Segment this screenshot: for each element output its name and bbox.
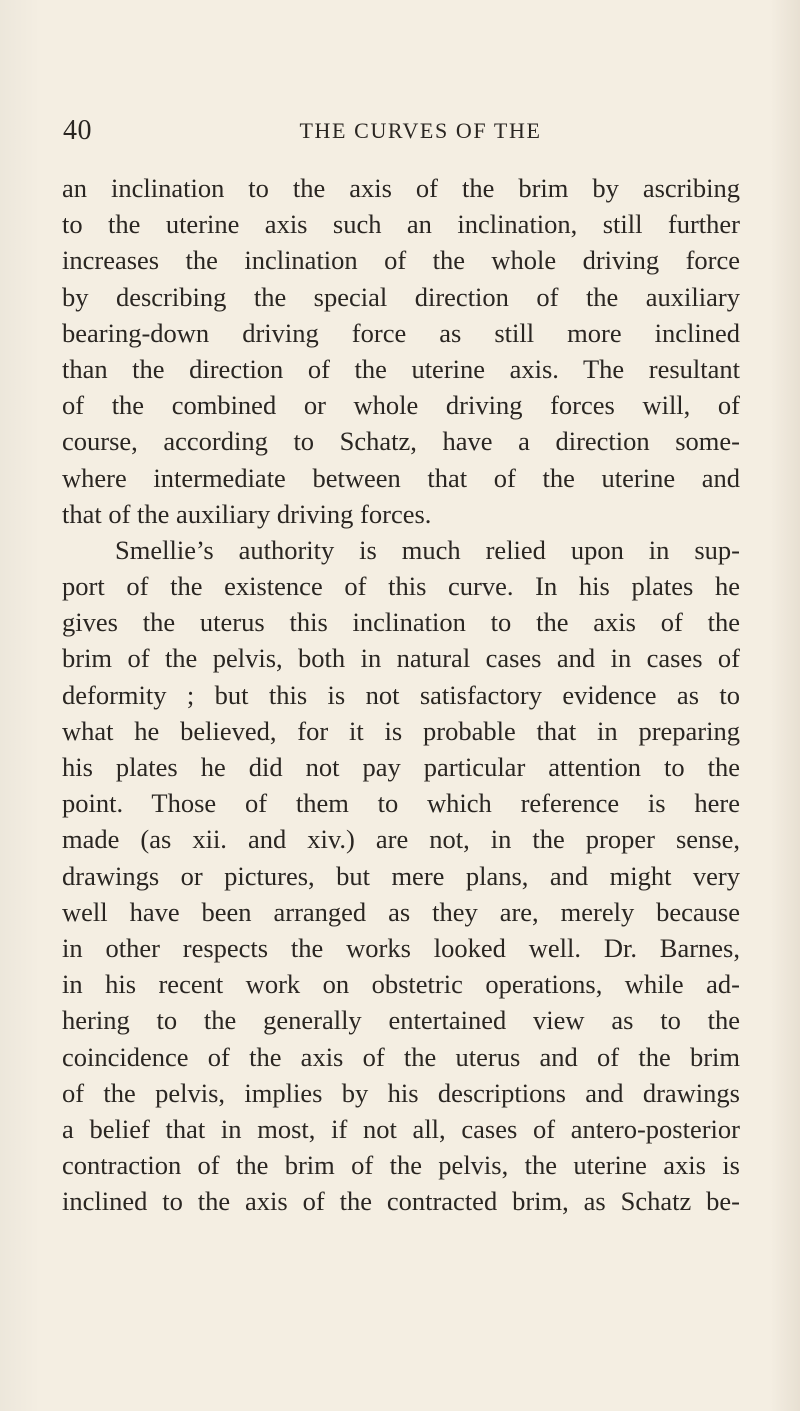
text-line: in other respects the works looked well. Dr. Barnes, (62, 932, 740, 963)
text-line: what he believed, for it is probable that in preparing (62, 715, 740, 746)
text-line: course, according to Schatz, have a direction some- (62, 426, 740, 457)
text-line: bearing-down driving force as still more inclined (62, 317, 740, 348)
running-head: THE CURVES OF THE (299, 118, 542, 143)
text-line: by describing the special direction of the auxiliary (62, 281, 740, 312)
text-line: that of the auxiliary driving forces. (62, 498, 432, 529)
text-line: coincidence of the axis of the uterus and of the brim (62, 1041, 740, 1072)
text-line: deformity ; but this is not satisfactory evidence as to (62, 679, 740, 710)
text-line: well have been arranged as they are, merely because (62, 896, 740, 927)
text-line: brim of the pelvis, both in natural cases and in cases of (62, 643, 740, 674)
text-line: point. Those of them to which reference is here (62, 788, 740, 819)
text-line: where intermediate between that of the uterine and (62, 462, 740, 493)
body-text (62, 170, 740, 1219)
text-line: his plates he did not pay particular attention to the (62, 752, 740, 782)
text-line: of the combined or whole driving forces will, of (62, 390, 740, 421)
text-line: of the pelvis, implies by his descriptions and drawings (62, 1077, 740, 1108)
text-line: inclined to the axis of the contracted brim, as Schatz be- (62, 1186, 740, 1217)
text-line: made (as xii. and xiv.) are not, in the proper sense, (62, 824, 740, 855)
text-line: hering to the generally entertained view as to the (62, 1005, 740, 1036)
page-header (63, 115, 738, 151)
text-line: gives the uterus this inclination to the axis of the (62, 607, 740, 638)
text-line: than the direction of the uterine axis. The resultant (62, 353, 740, 384)
text-line: an inclination to the axis of the brim by ascribing (62, 173, 740, 203)
page-number: 40 (63, 115, 92, 146)
text-line: to the uterine axis such an inclination, still further (62, 209, 740, 240)
text-line: port of the existence of this curve. In his plates he (62, 571, 740, 602)
text-line: increases the inclination of the whole driving force (62, 245, 740, 276)
text-line: in his recent work on obstetric operations, while ad- (62, 969, 740, 1000)
text-line: Smellie’s authority is much relied upon in sup- (115, 534, 740, 565)
text-line: drawings or pictures, but mere plans, and might very (62, 860, 740, 891)
text-line: contraction of the brim of the pelvis, the uterine axis is (62, 1150, 740, 1181)
text-line: a belief that in most, if not all, cases of antero-posterior (62, 1113, 740, 1144)
